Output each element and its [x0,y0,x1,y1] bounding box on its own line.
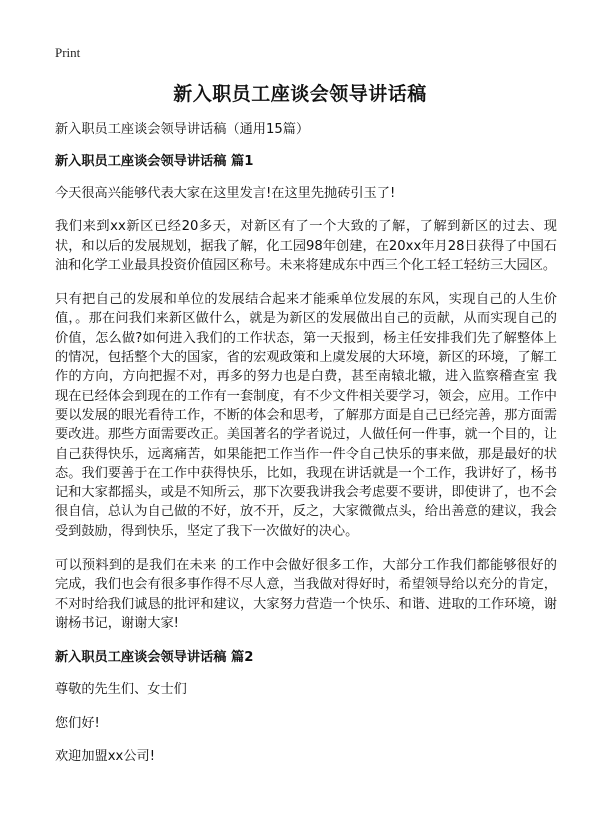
document-subtitle: 新入职员工座谈会领导讲话稿（通用15篇） [55,122,310,137]
section-2-paragraph-2: 您们好! [55,715,100,731]
section-2-paragraph-3: 欢迎加盟xx公司! [55,748,156,764]
print-link[interactable]: Print [55,45,81,60]
page-title: 新入职员工座谈会领导讲话稿 [173,83,427,105]
section-1-paragraph-3: 只有把自己的发展和单位的发展结合起来才能乘单位发展的东风，实现自己的人生价值，。那在问我们来新区做什么，就是为新区的发展做出自己的贡献，从而实现自己的价值，怎么做?如何进入我们的工作状态，第一天报到，杨主任安排我们先了解整体上的情况，包括整个大的国家，省的宏观政策和上虞发展的大环境，新区的环境，了解工作的方向，方向把握不对，再多的努力也是白费，甚至南辕北辙，进入监察稽查室 我现在已经体会到现在的工作有一套制度，有不少文件相关要学习，领会，应用。工作中要以发展的眼光看待工作，不断的体会和思考，了解那方面是自己已经完善，那方面需要改进。那些方面需要改正。美国著名的学者说过，人做任何一件事，就一个目的，让自己获得快乐，远离痛苦，如果能把工作当作一件令自己快乐的事来做，那是最好的状态。我们要善于在工作中获得快乐，比如，我现在讲话就是一个工作，我讲好了，杨书记和大家都摇头，或是不知所云，那下次要我讲我会考虑要不要讲，即使讲了，也不会很自信，总认为自己做的不好，放不开，反之，大家微微点头，给出善意的建议，我会受到鼓励，得到快乐，坚定了我下一次做好的决心。 [55,292,557,539]
section-2-paragraph-1: 尊敬的先生们、女士们 [55,682,187,698]
section-heading-2: 新入职员工座谈会领导讲话稿 篇2 [55,650,254,666]
document-body [55,120,557,780]
section-heading-1: 新入职员工座谈会领导讲话稿 篇1 [55,154,254,169]
section-1-paragraph-4: 可以预料到的是我们在未来 的工作中会做好很多工作，大部分工作我们都能够很好的完成，我们也会有很多事作得不尽人意，当我做对得好时，希望领导给以充分的肯定，不对时给我们诚恳的批评和建议，大家努力营造一个快乐、和谐、进取的工作环境，谢谢杨书记，谢谢大家! [55,558,557,631]
section-1-paragraph-2: 我们来到xx新区已经20多天，对新区有了一个大致的了解，了解到新区的过去、现状，和以后的发展规划，据我了解，化工园98年创建，在20xx年月28日获得了中国石油和化学工业最具投资价值园区称号。未来将建成东中西三个化工轻工轻纺三大园区。 [55,219,557,273]
section-1-paragraph-1: 今天很高兴能够代表大家在这里发言!在这里先抛砖引玉了! [55,186,396,201]
